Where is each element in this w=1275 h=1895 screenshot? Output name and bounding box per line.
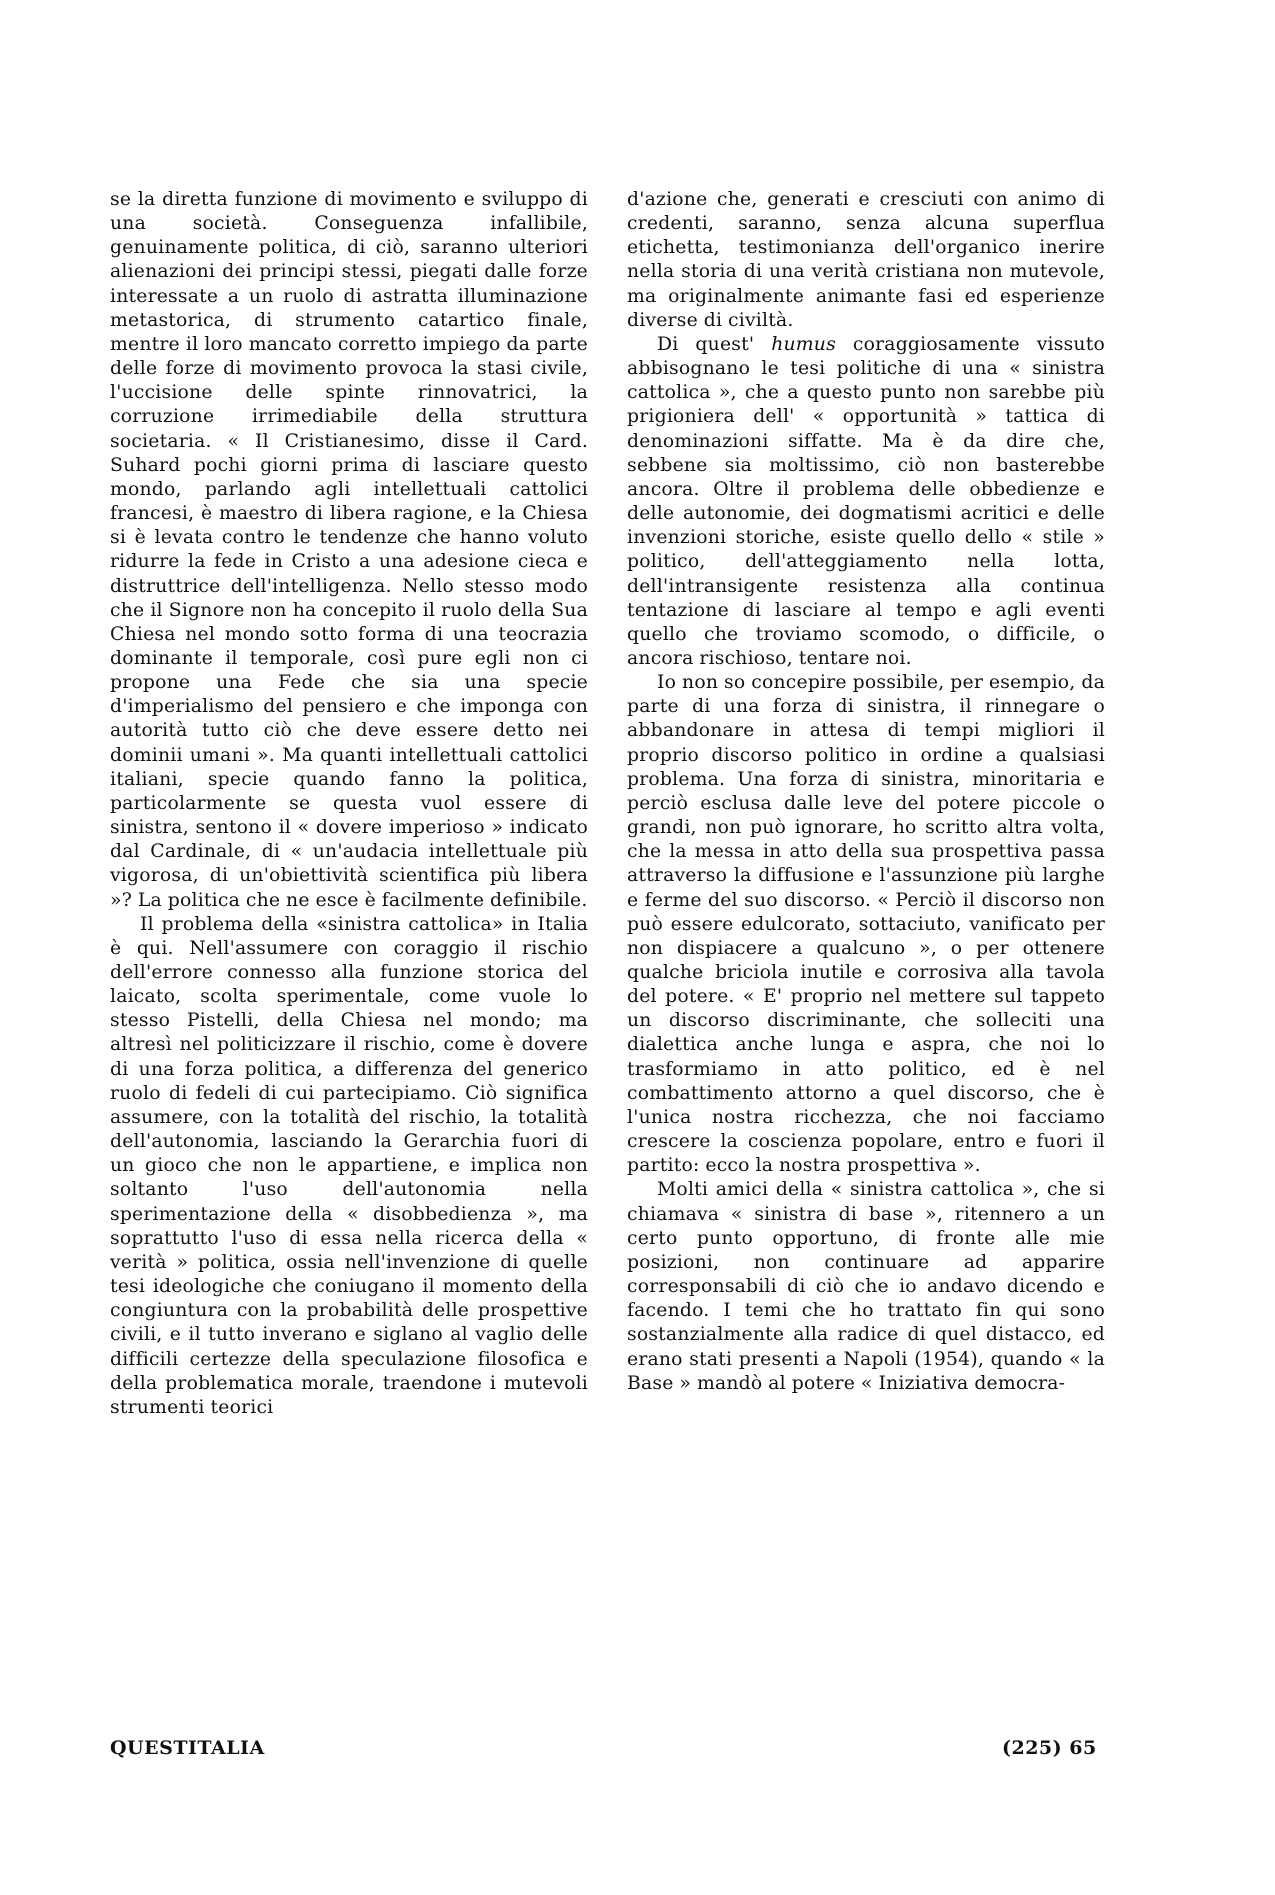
right-column xyxy=(627,188,1105,1396)
journal-title: QUESTITALIA xyxy=(110,1737,265,1759)
paragraph: se la diretta funzione di movimento e sviluppo di una società. Conseguenza infallibile, genuinamente politica, di ciò, saranno ulteriori alienazioni dei principi stessi, piegati dalle forze interessate a un ruolo di astratta illuminazione metastorica, di strumento catartico finale, mentre il loro mancato corretto impiego da parte delle forze di movimento provoca la stasi civile, l'uccisione delle spinte rinnovatrici, la corruzione irrimediabile della struttura societaria. « Il Cristianesimo, disse il Card. Suhard pochi giorni prima di lasciare questo mondo, parlando agli intellettuali cattolici francesi, è maestro di libera ragione, e la Chiesa si è levata contro le tendenze che hanno voluto ridurre la fede in Cristo a una adesione cieca e distruttrice dell'intelligenza. Nello stesso modo che il Signore non ha concepito il ruolo della Sua Chiesa nel mondo sotto forma di una teocrazia dominante il temporale, così pure egli non ci propone una Fede che sia una specie d'imperialismo del pensiero e che imponga con autorità tutto ciò che deve essere detto nei dominii umani ». Ma quanti intellettuali cattolici italiani, specie quando fanno la politica, particolarmente se questa vuol essere di sinistra, sentono il « dovere imperioso » indicato dal Cardinale, di « un'audacia intellettuale più vigorosa, di un'obiettività scientifica più libera »? La politica che ne esce è facilmente definibile. xyxy=(110,189,588,911)
paragraph: d'azione che, generati e cresciuti con animo di credenti, saranno, senza alcuna superflua etichetta, testimonianza dell'organico inerire nella storia di una verità cristiana non mutevole, ma originalmente animante fasi ed esperienze diverse di civiltà. xyxy=(627,189,1105,331)
page-number: (225) 65 xyxy=(1002,1737,1097,1759)
left-column xyxy=(110,188,588,1420)
emphasized-word: humus xyxy=(771,333,836,355)
paragraph: Molti amici della « sinistra cattolica », che si chiamava « sinistra di base », ritennero a un certo punto opportuno, di fronte alle mie posizioni, non continuare ad apparire corresponsabili di ciò che io andavo dicendo e facendo. I temi che ho trattato fin qui sono sostanzialmente alla radice di quel distacco, ed erano stati presenti a Napoli (1954), quando « la Base » mandò al potere « Iniziativa democra- xyxy=(627,1179,1105,1394)
paragraph: Io non so concepire possibile, per esempio, da parte di una forza di sinistra, il rinnegare o abbandonare in attesa di tempi migliori il proprio discorso politico in ordine a qualsiasi problema. Una forza di sinistra, minoritaria e perciò esclusa dalle leve del potere piccole o grandi, non può ignorare, ho scritto altra volta, che la messa in atto della sua prospettiva passa attraverso la diffusione e l'assunzione più larghe e ferme del suo discorso. « Perciò il discorso non può essere edulcorato, sottaciuto, vanificato per non dispiacere a qualcuno », o per ottenere qualche briciola inutile e corrosiva alla tavola del potere. « E' proprio nel mettere sul tappeto un discorso discriminante, che solleciti una dialettica anche lunga e aspra, che noi lo trasformiamo in atto politico, ed è nel combattimento attorno a quel discorso, che è l'unica nostra ricchezza, che noi facciamo crescere la coscienza popolare, entro e fuori il partito: ecco la nostra prospettiva ». xyxy=(627,672,1105,1177)
paragraph: Il problema della «sinistra cattolica» in Italia è qui. Nell'assumere con coraggio il rischio dell'errore connesso alla funzione storica del laicato, scolta sperimentale, come vuole lo stesso Pistelli, della Chiesa nel mondo; ma altresì nel politicizzare il rischio, come è dovere di una forza politica, a differenza del generico ruolo di fedeli di cui partecipiamo. Ciò significa assumere, con la totalità del rischio, la totalità dell'autonomia, lasciando la Gerarchia fuori di un gioco che non le appartiene, e implica non soltanto l'uso dell'autonomia nella sperimentazione della « disobbedienza », ma soprattutto l'uso di essa nella ricerca della « verità » politica, ossia nell'invenzione di quelle tesi ideologiche che coniugano il momento della congiuntura con la probabilità delle prospettive civili, e il tutto inverano e siglano al vaglio delle difficili certezze della speculazione filosofica e della problematica morale, traendone i mutevoli strumenti teorici xyxy=(110,913,588,1418)
paragraph: Di quest' humus coraggiosamente vissuto abbisognano le tesi politiche di una « sinistra cattolica », che a questo punto non sarebbe più prigioniera dell' « opportunità » tattica di denominazioni siffatte. Ma è da dire che, sebbene sia moltissimo, ciò non basterebbe ancora. Oltre il problema delle obbedienze e delle autonomie, dei dogmatismi acritici e delle invenzioni storiche, esiste quello dello « stile » politico, dell'atteggiamento nella lotta, dell'intransigente resistenza alla continua tentazione di lasciare al tempo e agli eventi quello che troviamo scomodo, o difficile, o ancora rischioso, tentare noi. xyxy=(627,333,1105,669)
